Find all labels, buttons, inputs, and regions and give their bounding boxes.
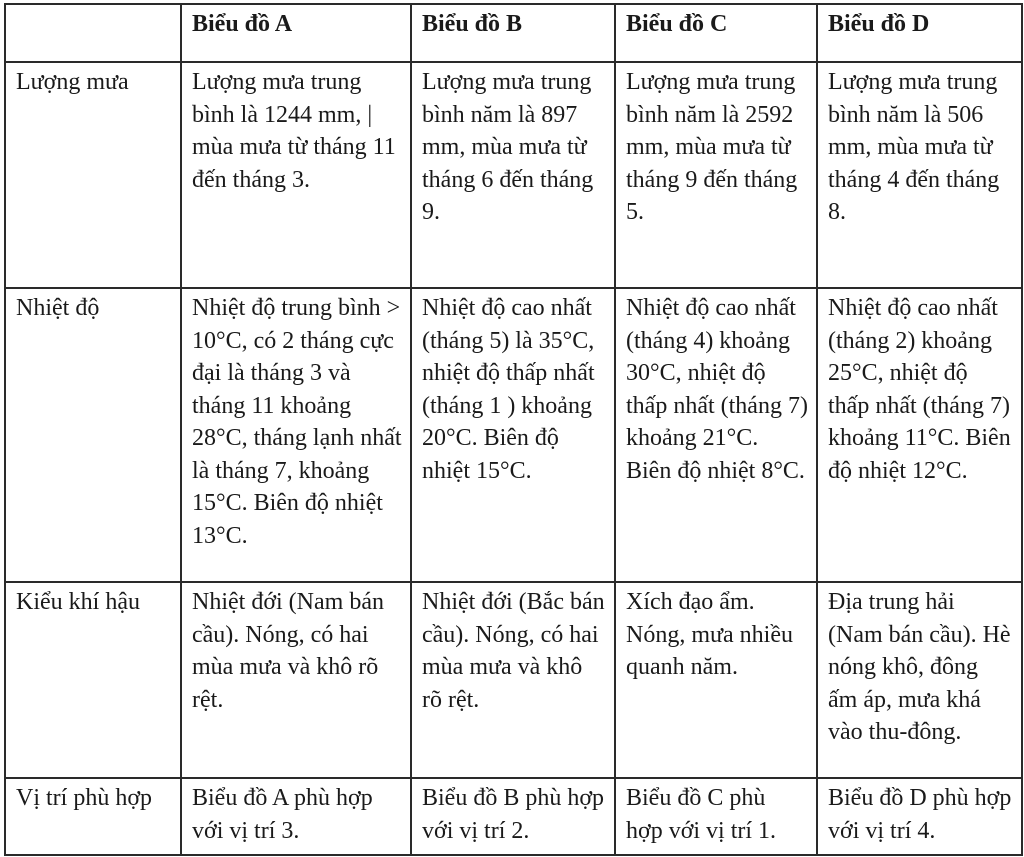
header-chart-b: Biểu đồ B <box>411 4 615 62</box>
rainfall-chart-d: Lượng mưa trung bình năm là 506 mm, mùa mưa từ tháng 4 đến tháng 8. <box>817 62 1022 288</box>
climate-comparison-table <box>4 3 1023 856</box>
header-chart-a: Biểu đồ A <box>181 4 411 62</box>
rainfall-chart-b: Lượng mưa trung bình năm là 897 mm, mùa mưa từ tháng 6 đến tháng 9. <box>411 62 615 288</box>
climate-type-chart-c: Xích đạo ẩm. Nóng, mưa nhiều quanh năm. <box>615 582 817 778</box>
temperature-chart-a: Nhiệt độ trung bình > 10°C, có 2 tháng cực đại là tháng 3 và tháng 11 khoảng 28°C, tháng lạnh nhất là tháng 7, khoảng 15°C. Biên độ nhiệt 13°C. <box>181 288 411 582</box>
temperature-chart-c: Nhiệt độ cao nhất (tháng 4) khoảng 30°C, nhiệt độ thấp nhất (tháng 7) khoảng 21°C. Biên độ nhiệt 8°C. <box>615 288 817 582</box>
location-chart-b: Biểu đồ B phù hợp với vị trí 2. <box>411 778 615 855</box>
temperature-chart-b: Nhiệt độ cao nhất (tháng 5) là 35°C, nhiệt độ thấp nhất (tháng 1 ) khoảng 20°C. Biên độ nhiệt 15°C. <box>411 288 615 582</box>
row-label-climate-type: Kiểu khí hậu <box>5 582 181 778</box>
rainfall-chart-c: Lượng mưa trung bình năm là 2592 mm, mùa mưa từ tháng 9 đến tháng 5. <box>615 62 817 288</box>
table-row-temperature <box>5 288 1022 582</box>
rainfall-chart-a: Lượng mưa trung bình là 1244 mm, | mùa mưa từ tháng 11 đến tháng 3. <box>181 62 411 288</box>
climate-type-chart-a: Nhiệt đới (Nam bán cầu). Nóng, có hai mùa mưa và khô rõ rệt. <box>181 582 411 778</box>
climate-type-chart-b: Nhiệt đới (Bắc bán cầu). Nóng, có hai mùa mưa và khô rõ rệt. <box>411 582 615 778</box>
temperature-chart-d: Nhiệt độ cao nhất (tháng 2) khoảng 25°C, nhiệt độ thấp nhất (tháng 7) khoảng 11°C. Biên độ nhiệt 12°C. <box>817 288 1022 582</box>
header-chart-c: Biểu đồ C <box>615 4 817 62</box>
table-row-climate-type <box>5 582 1022 778</box>
table-row-rainfall <box>5 62 1022 288</box>
location-chart-c: Biểu đồ C phù hợp với vị trí 1. <box>615 778 817 855</box>
climate-type-chart-d: Địa trung hải (Nam bán cầu). Hè nóng khô, đông ấm áp, mưa khá vào thu-đông. <box>817 582 1022 778</box>
corner-cell <box>5 4 181 62</box>
location-chart-d: Biểu đồ D phù hợp với vị trí 4. <box>817 778 1022 855</box>
row-label-rainfall: Lượng mưa <box>5 62 181 288</box>
header-row <box>5 4 1022 62</box>
row-label-location: Vị trí phù hợp <box>5 778 181 855</box>
header-chart-d: Biểu đồ D <box>817 4 1022 62</box>
location-chart-a: Biểu đồ A phù hợp với vị trí 3. <box>181 778 411 855</box>
table-row-location <box>5 778 1022 855</box>
row-label-temperature: Nhiệt độ <box>5 288 181 582</box>
